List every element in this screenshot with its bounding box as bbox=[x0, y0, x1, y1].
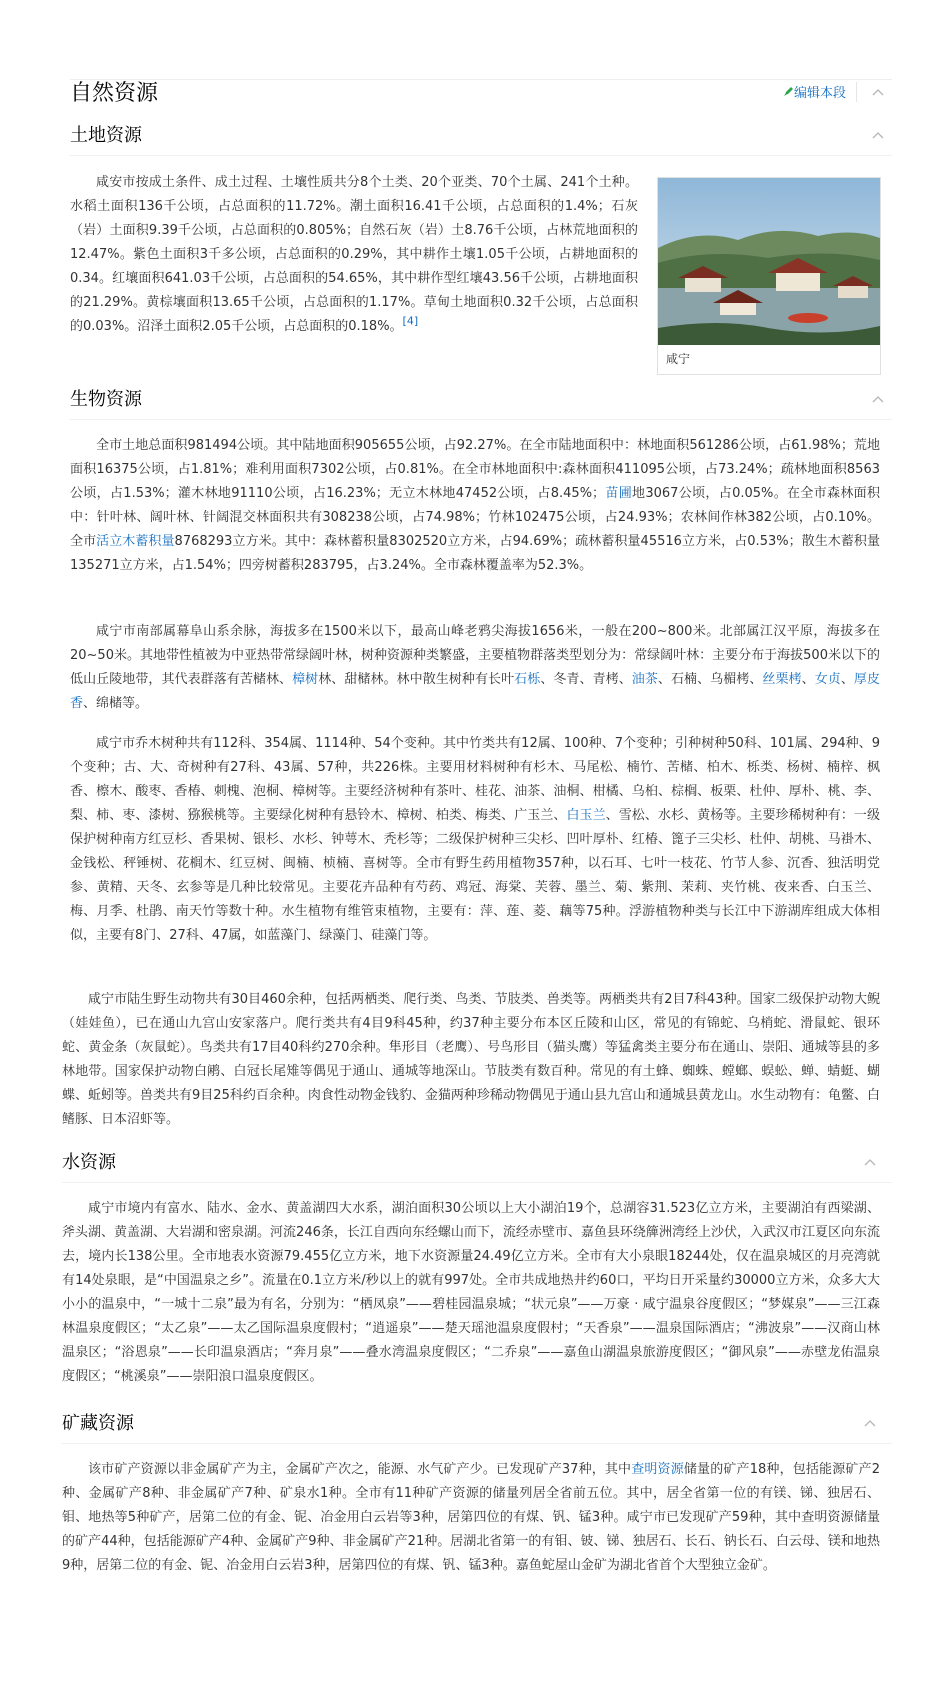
water-paragraph: 咸宁市境内有富水、陆水、金水、黄盖湖四大水系，湖泊面积30公顷以上大小湖泊19个，总湖容31.523亿立方米，主要湖泊有西梁湖、斧头湖、黄盖湖、大岩湖和密泉湖。河流246条，长江自西向东经螺山而下，流经赤壁市、嘉鱼县环绕簰洲湾经上沙伏，入武汉市江夏区向东流去，境内长138公里。全市地表水资源79.455亿立方米，地下水资源量24.49亿立方米。全市有大小泉眼18244处，仅在温泉城区的月亮湾就有14处泉眼，是“中国温泉之乡”。流量在0.1立方米/秒以上的就有997处。全市共成地热井约60口，平均日开采量约30000立方米，众多大大小小的温泉中，“一城十二泉”最为有名，分别为：“栖凤泉”——碧桂园温泉城；“状元泉”——万豪 · 咸宁温泉谷度假区；“梦媒泉”——三江森林温泉度假区；“太乙泉”——太乙国际温泉度假村；“逍遥泉”——楚天瑶池温泉度假村；“天香泉”——温泉国际酒店；“沸波泉”——汉商山林温泉区；“浴恩泉”——长印温泉酒店；“奔月泉”——叠水湾温泉度假区；“二乔泉”——嘉鱼山湖温泉旅游度假区；“御风泉”——赤壁龙佑温泉度假区；“桃溪泉”——崇阳浪口温泉度假区。 bbox=[62, 1201, 880, 1384]
water-heading-divider bbox=[62, 1182, 892, 1183]
edit-section-link[interactable] bbox=[783, 84, 846, 103]
link-live-timber-volume[interactable]: 活立木蓄积量 bbox=[96, 534, 175, 549]
bio-heading-divider bbox=[70, 419, 892, 420]
water-resources-heading: 水资源 bbox=[62, 1152, 116, 1173]
figure-caption: 咸宁 bbox=[666, 352, 691, 366]
mineral-resources-heading: 矿藏资源 bbox=[62, 1413, 134, 1434]
bio-paragraph-1: 全市土地总面积981494公顷。其中陆地面积905655公顷，占92.27%。在全市陆地面积中：林地面积561286公顷，占61.98%；荒地面积16375公顷，占1.81%；难利用面积7302公顷，占0.81%。在全市林地面积中:森林面积411095公顷，占73.24%；疏林地面积8563公顷，占1.53%；灌木林地91110公顷，占16.23%；无立木林地47452公顷，占8.45%；苗圃地3067公顷，占0.05%。在全市森林面积中：针叶林、阔叶林、针阔混交林面积共有308238公顷，占74.98%；竹林102475公顷，占24.93%；农林间作林382公顷，占0.10%。全市活立木蓄积量8768293立方米。其中：森林蓄积量8302520立方米，占94.69%；疏林蓄积量45516立方米，占0.53%；散生木蓄积量135271立方米，占1.54%；四旁树蓄积283795，占3.24%。全市森林覆盖率为52.3%。 bbox=[70, 438, 880, 573]
xianning-photo bbox=[658, 178, 880, 345]
link-castanopsis[interactable]: 丝栗栲 bbox=[762, 672, 802, 687]
figure-xianning[interactable] bbox=[657, 177, 881, 375]
edit-divider bbox=[856, 82, 857, 102]
link-camphor-tree[interactable]: 樟树 bbox=[292, 672, 319, 687]
chevron-up-icon[interactable] bbox=[872, 130, 884, 142]
link-camellia-oleifera[interactable]: 油茶 bbox=[631, 672, 658, 687]
chevron-up-icon[interactable] bbox=[864, 1418, 876, 1430]
chevron-up-icon[interactable] bbox=[872, 394, 884, 406]
link-magnolia[interactable]: 白玉兰 bbox=[566, 808, 606, 823]
bio-paragraph-4: 咸宁市陆生野生动物共有30目460余种，包括两栖类、爬行类、鸟类、节肢类、兽类等。两栖类共有2目7科43种。国家二级保护动物大鲵（娃娃鱼），已在通山九宫山安家落户。爬行类共有4目9科45种，约37种主要分布本区丘陵和山区，常见的有锦蛇、乌梢蛇、滑鼠蛇、银环蛇、黄金条（灰鼠蛇）。鸟类共有17目40科约270余种。隼形目（老鹰）、号鸟形目（猫头鹰）等猛禽类主要分布在通山、崇阳、通城等县的多林地带。国家保护动物白鹇、白冠长尾雉等偶见于通山、通城等地深山。节肢类有数百种。常见的有土蜂、蜘蛛、螳螂、蜈蚣、蝉、蜻蜓、蝴蝶、蚯蚓等。兽类共有9目25科约百余种。肉食性动物金钱豹、金猫两种珍稀动物偶见于通山县九宫山和通城县黄龙山。水生动物有：龟鳖、白鳍豚、日本沼虾等。 bbox=[62, 992, 880, 1127]
chevron-up-icon[interactable] bbox=[864, 1157, 876, 1169]
land-resources-heading: 土地资源 bbox=[70, 125, 142, 146]
section-title: 自然资源 bbox=[70, 81, 159, 106]
link-lithocarpus[interactable]: 石栎 bbox=[514, 672, 541, 687]
edit-section-label: 编辑本段 bbox=[794, 86, 847, 101]
link-ternstroemia[interactable]: 厚皮香 bbox=[70, 672, 880, 711]
pencil-icon bbox=[783, 84, 792, 96]
chevron-up-icon[interactable] bbox=[872, 87, 884, 99]
bio-paragraph-2: 咸宁市南部属幕阜山系余脉，海拔多在1500米以下，最高山峰老鸦尖海拔1656米，一般在200~800米。北部属江汉平原，海拔多在20~50米。其地带性植被为中亚热带常绿阔叶林，树种资源种类繁盛，主要植物群落类型划分为：常绿阔叶林：主要分布于海拔500米以下的低山丘陵地带，其代表群落有苦槠林、樟树林、甜槠林。林中散生树种有长叶石栎、冬青、青栲、油茶、石楠、乌楣栲、丝栗栲、女贞、厚皮香、绵槠等。 bbox=[70, 624, 880, 711]
land-paragraph: 咸安市按成土条件、成土过程、土壤性质共分8个土类、20个亚类、70个土属、241个土种。水稻土面积136千公顷，占总面积的11.72%。潮土面积16.41千公顷，占总面积的1.4%；石灰（岩）土面积9.39千公顷，占总面积的0.805%；自然石灰（岩）土8.76千公顷，占林荒地面积的12.47%。紫色土面积3千多公顷，占总面积的0.29%，其中耕作土壤1.05千公顷，占耕地面积的0.34。红壤面积641.03千公顷，占总面积的54.65%，其中耕作型红壤43.56千公顷，占耕地面积的21.29%。黄棕壤面积13.65千公顷，占总面积的1.17%。草甸土地面积0.32千公顷，占总面积的0.03%。沼泽土面积2.05千公顷，占总面积的0.18%。[4] bbox=[70, 175, 638, 334]
mineral-paragraph: 该市矿产资源以非金属矿产为主，金属矿产次之，能源、水气矿产少。已发现矿产37种，其中查明资源储量的矿产18种，包括能源矿产2种、金属矿产8种、非金属矿产7种、矿泉水1种。全市有11种矿产资源的储量列居全省前五位。其中，居全省第一位的有镁、锑、独居石、钼、地热等5种矿产，居第二位的有金、铌、冶金用白云岩等3种，居第四位的有煤、钒、锰3种。咸宁市已发现矿产59种，其中查明资源储量的矿产44种，包括能源矿产4种、金属矿产9种、非金属矿产21种。居湖北省第一的有钼、铍、锑、独居石、长石、钠长石、白云母、镁和地热9种，居第二位的有金、铌、冶金用白云岩3种，居第四位的有煤、钒、锰3种。嘉鱼蛇屋山金矿为湖北省首个大型独立金矿。 bbox=[62, 1462, 880, 1573]
reference-link[interactable]: [4] bbox=[402, 314, 419, 328]
link-miaopu[interactable]: 苗圃 bbox=[605, 486, 633, 501]
mineral-heading-divider bbox=[62, 1443, 892, 1444]
bio-paragraph-3: 咸宁市乔木树种共有112科、354属、1114种、54个变种。其中竹类共有12属、100种、7个变种；引种树种50科、101属、294种、9个变种；古、大、奇树种有27科、43属、57种，共226株。主要用材料树种有杉木、马尾松、楠竹、苦槠、柏木、栎类、杨树、楠梓、枫香、檫木、酸枣、香椿、刺槐、泡桐、樟树等。主要经济树种有茶叶、桂花、油茶、油桐、柑橘、乌桕、棕榈、板栗、杜仲、厚朴、桃、李、梨、柿、枣、漆树、猕猴桃等。主要绿化树种有悬铃木、樟树、柏类、梅类、广玉兰、白玉兰、雪松、水杉、黄杨等。主要珍稀树种有：一级保护树种南方红豆杉、香果树、银杉、水杉、钟萼木、秃杉等；二级保护树种三尖杉、凹叶厚朴、红椿、篦子三尖杉、杜仲、胡桃、马褂木、金钱松、秤锤树、花榈木、红豆树、闽楠、桢楠、喜树等。全市有野生药用植物357种，以石耳、七叶一枝花、竹节人参、沉香、独活明党参、黄精、天冬、玄参等是几种比较常见。主要花卉品种有芍药、鸡冠、海棠、芙蓉、墨兰、菊、紫荆、茉莉、夹竹桃、夜来香、白玉兰、梅、月季、杜鹃、南天竹等数十种。水生植物有维管束植物，主要有：萍、莲、菱、藕等75种。浮游植物种类与长江中下游湖库组成大体相似，主要有8门、27科、47属，如蓝藻门、绿藻门、硅藻门等。 bbox=[70, 736, 880, 943]
bio-resources-heading: 生物资源 bbox=[70, 389, 142, 410]
section-top-divider bbox=[70, 79, 892, 80]
link-privet[interactable]: 女贞 bbox=[814, 672, 841, 687]
land-heading-divider bbox=[70, 155, 892, 156]
link-identified-resources[interactable]: 查明资源 bbox=[631, 1462, 684, 1477]
